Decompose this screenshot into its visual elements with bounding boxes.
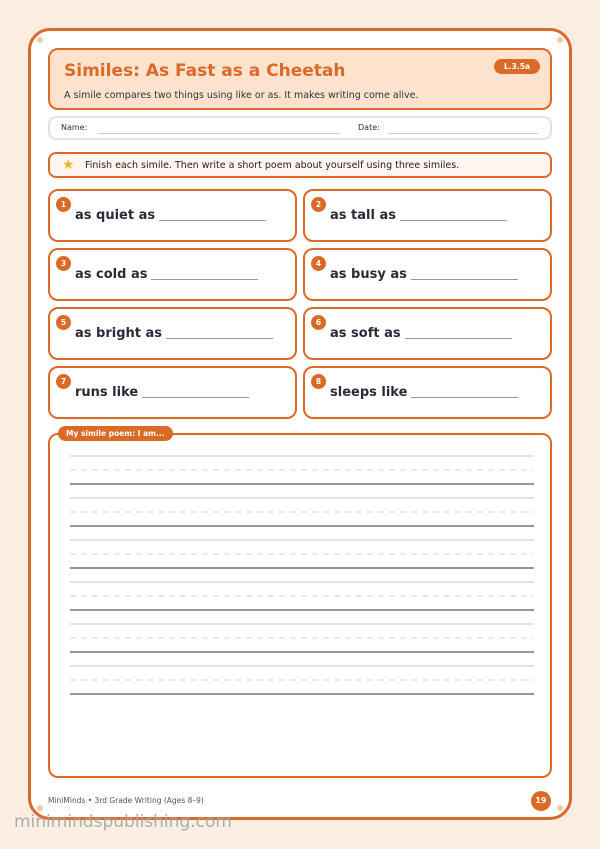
date-field[interactable]	[388, 133, 538, 134]
simile-prompt	[330, 326, 512, 341]
simile-number: 8	[311, 374, 326, 389]
simile-prompt-text: runs like	[75, 385, 139, 400]
simile-number: 7	[56, 374, 71, 389]
answer-blank[interactable]	[142, 397, 249, 398]
answer-blank[interactable]	[400, 220, 507, 221]
simile-prompt-text: as tall as	[330, 208, 396, 223]
simile-number: 2	[311, 197, 326, 212]
simile-number: 5	[56, 315, 71, 330]
footer-text: MiniMinds • 3rd Grade Writing (Ages 8–9)	[48, 796, 204, 805]
page-title: Similes: As Fast as a Cheetah	[64, 61, 346, 81]
corner-dot-br	[557, 805, 563, 811]
instruction-box	[48, 152, 552, 178]
simile-card-2	[303, 189, 552, 242]
simile-prompt	[75, 326, 273, 341]
name-field[interactable]	[98, 133, 340, 134]
simile-prompt-text: as busy as	[330, 267, 407, 282]
simile-number: 3	[56, 256, 71, 271]
corner-dot-tr	[557, 37, 563, 43]
corner-dot-tl	[37, 37, 43, 43]
poem-label: My simile poem: I am...	[58, 426, 173, 441]
page-number-badge: 19	[531, 791, 551, 811]
date-label: Date:	[358, 123, 380, 132]
instruction-text: Finish each simile. Then write a short poem about yourself using three similes.	[85, 160, 460, 171]
simile-prompt	[330, 385, 518, 400]
worksheet-header	[48, 48, 552, 110]
simile-number: 6	[311, 315, 326, 330]
page-subtitle: A simile compares two things using like or as. It makes writing come alive.	[64, 90, 419, 101]
name-date-bar	[48, 116, 552, 140]
standard-code-badge: L.3.5a	[494, 59, 540, 74]
simile-card-7	[48, 366, 297, 419]
simile-prompt-text: sleeps like	[330, 385, 408, 400]
answer-blank[interactable]	[411, 279, 518, 280]
simile-prompt-text: as soft as	[330, 326, 401, 341]
watermark: minimindspublishing.com	[14, 812, 232, 832]
answer-blank[interactable]	[411, 397, 518, 398]
simile-card-6	[303, 307, 552, 360]
simile-prompt-text: as cold as	[75, 267, 148, 282]
simile-prompt	[75, 385, 249, 400]
name-label: Name:	[61, 123, 88, 132]
simile-number: 1	[56, 197, 71, 212]
simile-number: 4	[311, 256, 326, 271]
simile-card-8	[303, 366, 552, 419]
simile-prompt	[75, 208, 266, 223]
answer-blank[interactable]	[159, 220, 266, 221]
answer-blank[interactable]	[166, 338, 273, 339]
star-icon: ★	[62, 157, 75, 173]
simile-card-4	[303, 248, 552, 301]
simile-prompt	[330, 208, 507, 223]
simile-card-3	[48, 248, 297, 301]
simile-card-5	[48, 307, 297, 360]
simile-prompt-text: as bright as	[75, 326, 163, 341]
simile-prompt	[75, 267, 258, 282]
simile-card-1	[48, 189, 297, 242]
simile-prompt-text: as quiet as	[75, 208, 156, 223]
simile-prompt	[330, 267, 518, 282]
corner-dot-bl	[37, 805, 43, 811]
handwriting-lines	[70, 455, 534, 705]
answer-blank[interactable]	[151, 279, 258, 280]
poem-writing-area[interactable]	[48, 433, 552, 778]
answer-blank[interactable]	[405, 338, 512, 339]
